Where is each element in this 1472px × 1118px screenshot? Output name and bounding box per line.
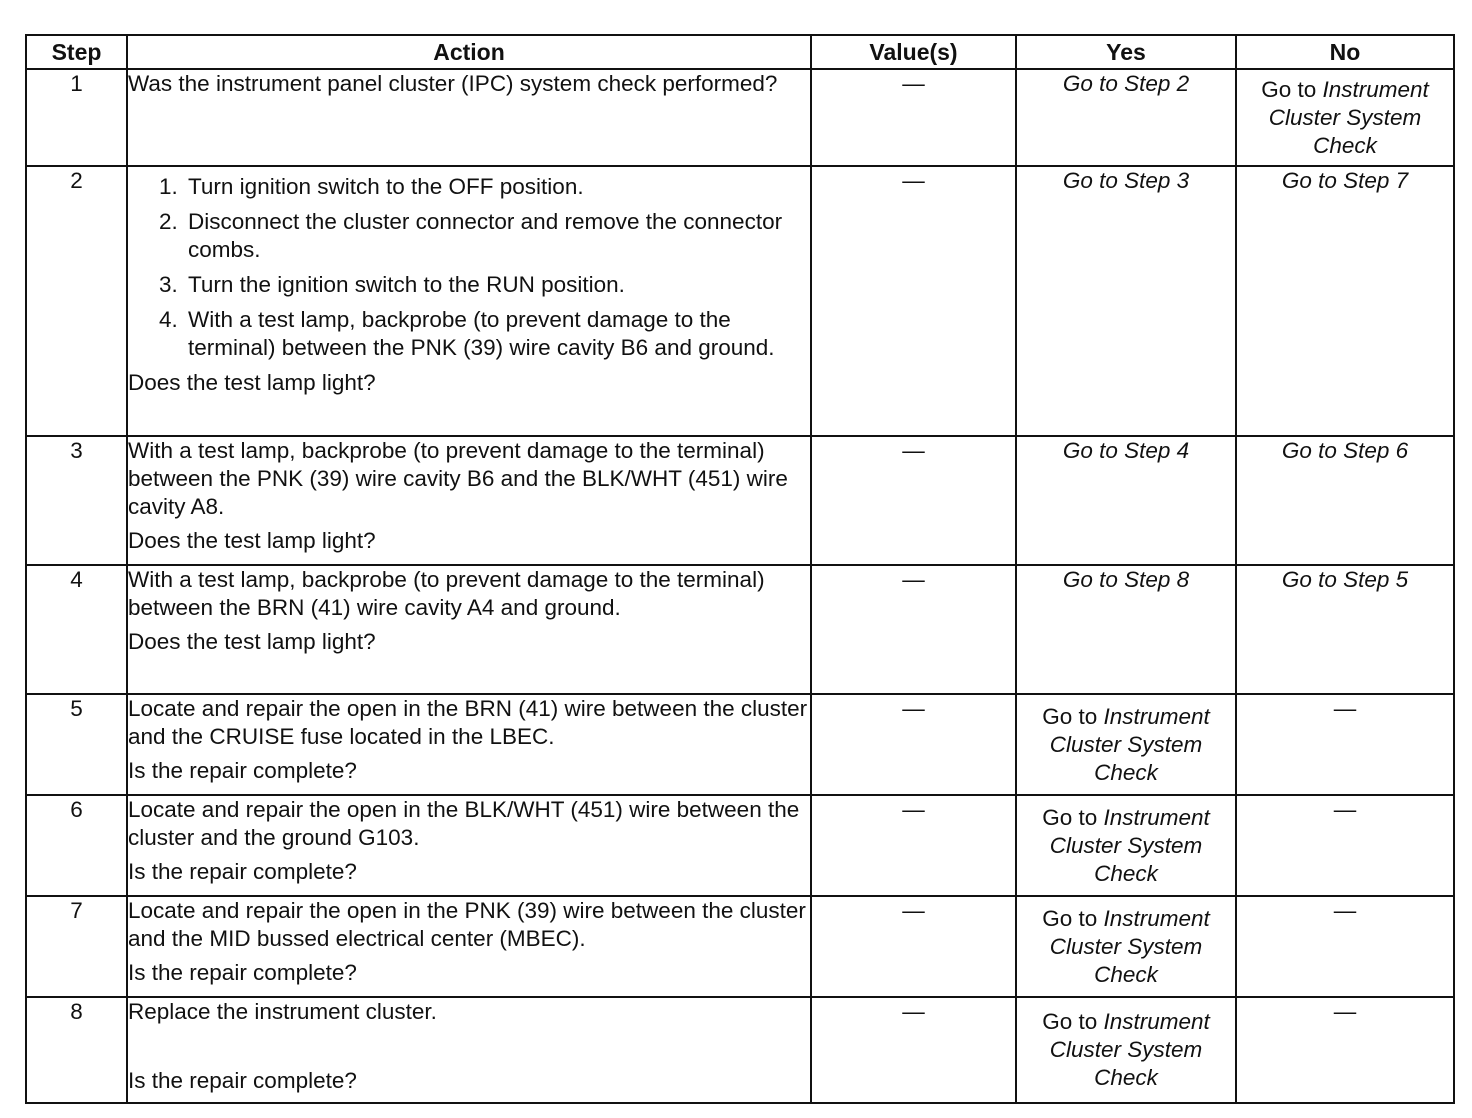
no-cell: Go to Step 6 (1236, 436, 1454, 565)
step-number: 8 (26, 997, 127, 1103)
action-text: Locate and repair the open in the BRN (41) wire between the cluster and the CRUISE fuse located in the LBEC. (128, 696, 808, 749)
no-cell: Go to Step 5 (1236, 565, 1454, 694)
no-link: Instrument Cluster System Check (1268, 77, 1429, 158)
action-question: Is the repair complete? (128, 1068, 357, 1093)
action-text: Locate and repair the open in the PNK (39) wire between the cluster and the MID bussed electrical center (MBEC). (128, 898, 806, 951)
action-text: With a test lamp, backprobe (to prevent damage to the terminal) between the BRN (41) wire cavity A4 and ground. (128, 567, 765, 620)
yes-cell: Go to Step 8 (1016, 565, 1236, 694)
action-cell (127, 436, 811, 565)
table-row (26, 997, 1454, 1103)
value-cell: — (811, 436, 1016, 565)
yes-cell (1016, 795, 1236, 896)
no-prefix: Go to (1261, 77, 1317, 102)
table-row (26, 436, 1454, 565)
action-cell (127, 997, 811, 1103)
value-cell: — (811, 896, 1016, 997)
value-cell: — (811, 795, 1016, 896)
no-cell: — (1236, 997, 1454, 1103)
no-cell: — (1236, 896, 1454, 997)
step-number: 7 (26, 896, 127, 997)
action-cell (127, 694, 811, 795)
step-number: 1 (26, 69, 127, 166)
yes-cell: Go to Step 3 (1016, 166, 1236, 436)
yes-cell (1016, 997, 1236, 1103)
yes-cell (1016, 896, 1236, 997)
yes-cell: Go to Step 2 (1016, 69, 1236, 166)
table-row (26, 69, 1454, 166)
action-question: Does the test lamp light? (128, 528, 376, 553)
header-row (26, 35, 1454, 69)
list-item: 2. Disconnect the cluster connector and remove the connector combs. (184, 208, 810, 264)
yes-prefix: Go to (1042, 804, 1098, 830)
yes-prefix: Go to (1042, 905, 1098, 931)
action-question: Is the repair complete? (128, 859, 357, 884)
no-cell: — (1236, 795, 1454, 896)
header-values: Value(s) (811, 35, 1016, 69)
value-cell: — (811, 166, 1016, 436)
action-cell (127, 795, 811, 896)
table-row (26, 896, 1454, 997)
action-question: Does the test lamp light? (128, 370, 376, 395)
action-steps-list (128, 173, 810, 362)
table-row (26, 795, 1454, 896)
action-text: With a test lamp, backprobe (to prevent damage to the terminal) between the PNK (39) wire cavity B6 and the BLK/WHT (451) wire cavity A8. (128, 438, 788, 519)
yes-link: Instrument Cluster System Check (1049, 905, 1210, 987)
action-cell (127, 166, 811, 436)
step-number: 3 (26, 436, 127, 565)
step-number: 5 (26, 694, 127, 795)
value-cell: — (811, 69, 1016, 166)
no-cell (1236, 69, 1454, 166)
table-row (26, 694, 1454, 795)
yes-prefix: Go to (1042, 703, 1098, 729)
header-no: No (1236, 35, 1454, 69)
step-number: 4 (26, 565, 127, 694)
header-action: Action (127, 35, 811, 69)
list-item: 1. Turn ignition switch to the OFF position. (184, 173, 810, 201)
step-number: 2 (26, 166, 127, 436)
no-cell: — (1236, 694, 1454, 795)
action-text: Was the instrument panel cluster (IPC) system check performed? (128, 71, 778, 96)
action-question: Does the test lamp light? (128, 629, 376, 654)
header-step: Step (26, 35, 127, 69)
diagnostic-table-sheet (25, 34, 1455, 1104)
yes-cell (1016, 694, 1236, 795)
action-text: Replace the instrument cluster. (128, 999, 437, 1024)
action-cell (127, 69, 811, 166)
table-row (26, 166, 1454, 436)
header-yes: Yes (1016, 35, 1236, 69)
yes-prefix: Go to (1042, 1009, 1098, 1034)
no-cell: Go to Step 7 (1236, 166, 1454, 436)
action-cell (127, 896, 811, 997)
value-cell: — (811, 694, 1016, 795)
action-text: Locate and repair the open in the BLK/WHT (451) wire between the cluster and the ground G103. (128, 797, 800, 850)
value-cell: — (811, 565, 1016, 694)
list-item: 3. Turn the ignition switch to the RUN position. (184, 271, 810, 299)
diagnostic-table (25, 34, 1455, 1104)
action-question: Is the repair complete? (128, 758, 357, 783)
value-cell: — (811, 997, 1016, 1103)
yes-link: Instrument Cluster System Check (1049, 804, 1210, 886)
table-row (26, 565, 1454, 694)
yes-link: Instrument Cluster System Check (1049, 703, 1210, 785)
yes-link: Instrument Cluster System Check (1049, 1009, 1210, 1090)
list-item: 4. With a test lamp, backprobe (to prevent damage to the terminal) between the PNK (39) wire cavity B6 and ground. (184, 306, 810, 362)
action-question: Is the repair complete? (128, 960, 357, 985)
yes-cell: Go to Step 4 (1016, 436, 1236, 565)
action-cell (127, 565, 811, 694)
step-number: 6 (26, 795, 127, 896)
